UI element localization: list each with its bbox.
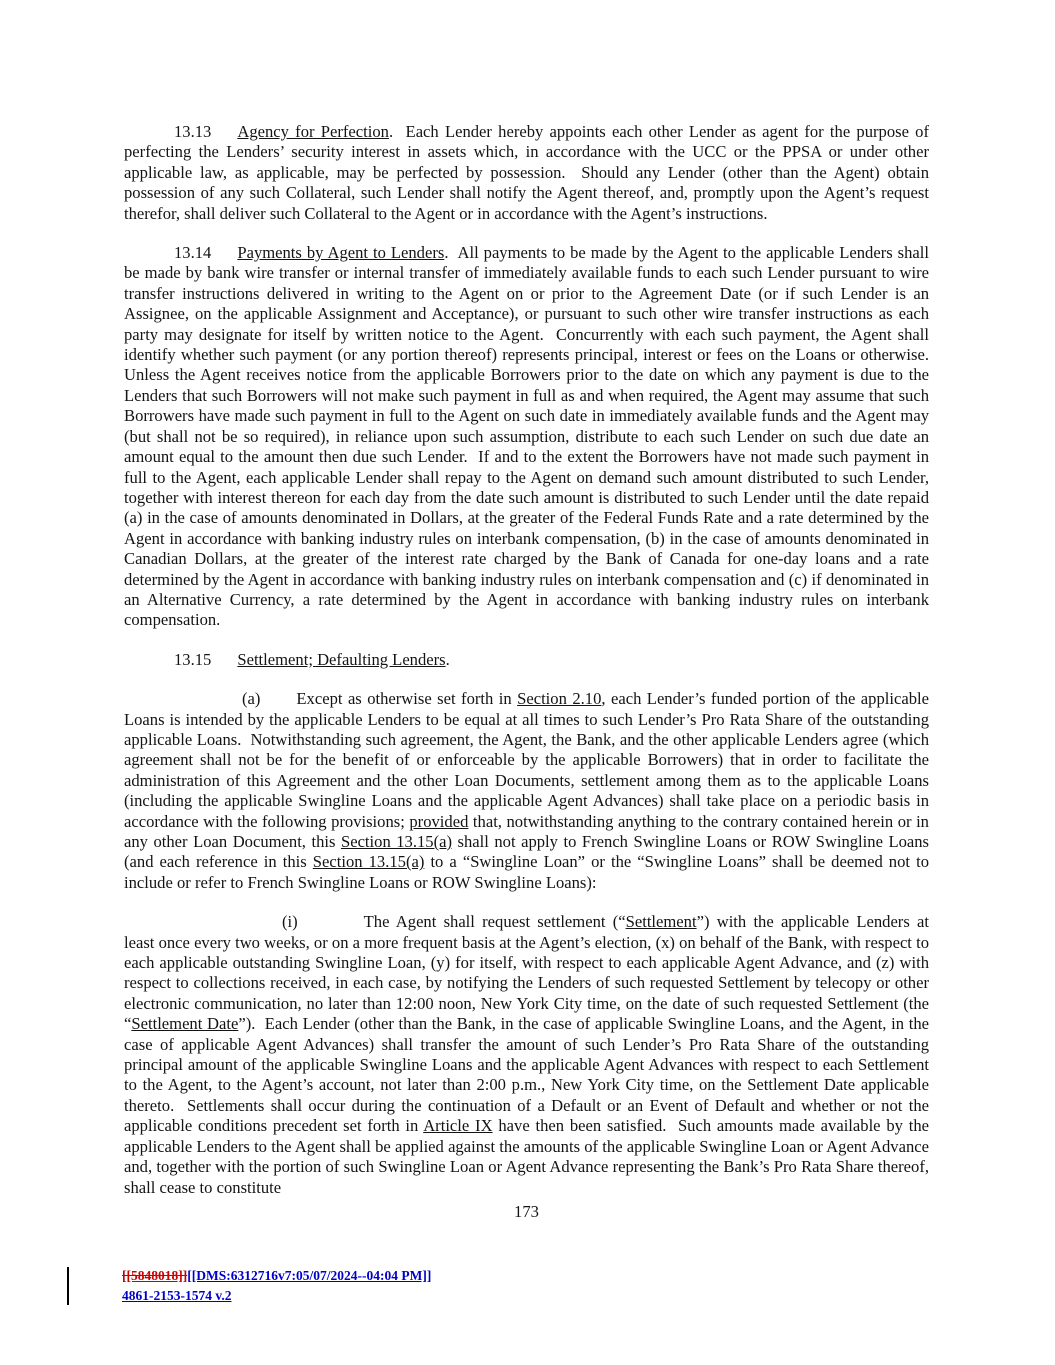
underlined-text-run: Settlement; Defaulting Lenders — [237, 649, 446, 669]
document-body — [124, 122, 938, 1198]
underlined-text-run: Settlement — [625, 912, 697, 932]
text-run: have then been satisfied. Such amounts made available by the applicable Lenders to the Agent shall be applied against the amounts of the applicable Swingline Loan or Agent Advance and, together with the portion of such Swingline Loan or Agent Advance representing the Bank’s Pro Rata Share thereof, shall cease to constitute — [124, 1116, 934, 1197]
underlined-text-run: Article IX — [423, 1116, 493, 1136]
footer-stamp — [122, 1266, 431, 1306]
underlined-text-run: Section 13.15(a) — [312, 852, 425, 872]
page-number: 173 — [514, 1202, 539, 1221]
paragraph-label: 13.15 — [174, 649, 212, 669]
paragraph-13-15-a-i — [124, 912, 934, 1198]
text-run: ”) with the applicable Lenders at least once every two weeks, or on a more frequent basis at the Agent’s election, (x) on behalf of the Bank, with respect to each applicable outstanding Swingline Loan, (y) for itself, with respect to each applicable Agent Advance, and (z) with respect to collections received, in each case, by notifying the Lenders of such requested Settlement by telecopy or other electronic communication, no later than 12:00 noon, New York City time, on the date of such requested Settlement (the “ — [124, 912, 934, 1034]
paragraph-13-14 — [124, 243, 938, 631]
text-run: Except as otherwise set forth in — [296, 689, 518, 709]
text-run: to a “Swingline Loan” or the “Swingline Loans” shall be deemed not to include or refer to French Swingline Loans or ROW Swingline Loans): — [124, 852, 934, 892]
text-run: ”). Each Lender (other than the Bank, in the case of applicable Swingline Loans, and the Agent, in the case of applicable Agent Advances) shall transfer the amount of such Lender’s Pro Rata Share of the outstanding principal amount of the applicable Swingline Loans and the applicable Agent Advances with respect to each Settlement to the Agent, to the Agent’s account, not later than 2:00 p.m., New York City time, on the Settlement Date applicable thereto. Settlements shall occur during the continuation of a Default or an Event of Default and whether or not the applicable conditions precedent set forth in — [124, 1014, 934, 1136]
paragraph-label: (i) — [282, 912, 298, 932]
text-run: The Agent shall request settlement (“ — [363, 912, 626, 932]
footer-line-1 — [122, 1266, 431, 1286]
paragraph-label: (a) — [242, 689, 261, 709]
footer-doc-id: 4861-2153-1574 v.2 — [122, 1288, 232, 1303]
paragraph-label: 13.13 — [174, 122, 212, 141]
text-run: that, notwithstanding anything to the contrary contained herein or in any other Loan Document, this — [124, 811, 934, 851]
paragraph-label: 13.14 — [174, 243, 212, 263]
underlined-text-run: Agency for Perfection — [237, 122, 389, 141]
underlined-text-run: Section 2.10 — [517, 689, 602, 709]
text-run: . Each Lender hereby appoints each other Lender as agent for the purpose of perfecting the Lenders’ security interest in assets which, in accordance with the UCC or the PPSA or under other applicable law, as applicable, may be perfected by possession. Should any Lender (other than the Agent) obtain possession of any such Collateral, such Lender shall notify the Agent thereof, and, promptly upon the Agent’s request therefor, shall deliver such Collateral to the Agent or in accordance with the Agent’s instructions. — [124, 122, 934, 223]
heading-13-15 — [124, 650, 929, 670]
paragraph-13-13 — [124, 122, 934, 224]
change-bar — [67, 1267, 69, 1305]
text-run: . All payments to be made by the Agent to the applicable Lenders shall be made by bank wire transfer or internal transfer of immediately available funds to each such Lender pursuant to wire transfer instructions delivered in writing to the Agent on or prior to the Agreement Date (or if such Lender is an Assignee, on the applicable Assignment and Acceptance), or pursuant to such other wire transfer instructions as each party may designate for itself by written notice to the Agent. Concurrently with each such payment, the Agent shall identify whether such payment (or any portion thereof) represents principal, interest or fees on the Loans or otherwise. Unless the Agent receives notice from the applicable Borrowers prior to the date on which any payment is due to the Lenders that such Borrowers will not make such payment in full as and when required, the Agent may assume that such Borrowers have made such payment in full to the Agent on such date in immediately available funds and the Agent may (but shall not be so required), in reliance upon such assumption, distribute to each such Lender on such due date an amount equal to the amount then due such Lender. If and to the extent the Borrowers have not made such payment in full to the Agent, each applicable Lender shall repay to the Agent on demand such amount distributed to such Lender, together with interest thereon for each day from the date such amount is distributed to such Lender until the date repaid (a) in the case of amounts denominated in Dollars, at the greater of the Federal Funds Rate and a rate determined by the Agent in accordance with banking industry rules on interbank compensation, (b) in the case of amounts denominated in Canadian Dollars, at the greater of the interest rate charged by the Bank of Canada for one-day loans and a rate determined by the Agent in accordance with banking industry rules on interbank compensation and (c) if denominated in an Alternative Currency, a rate determined by the Agent in accordance with banking industry rules on interbank compensation. — [124, 243, 938, 630]
footer-dms-stamp: [[DMS:6312716v7:05/07/2024--04:04 PM]] — [187, 1268, 432, 1283]
underlined-text-run: Section 13.15(a) — [340, 832, 453, 851]
underlined-text-run: Settlement Date — [131, 1014, 239, 1034]
paragraph-13-15-a — [124, 689, 934, 893]
text-run: . — [445, 649, 450, 669]
text-run: , each Lender’s funded portion of the applicable Loans is intended by the applicable Lenders to be equal at all times to such Lender’s Pro Rata Share of the outstanding applicable Loans. Notwithstanding such agreement, the Agent, the Bank, and the other applicable Lenders agree (which agreement shall not be for the benefit of or enforceable by the applicable Borrowers) that in order to facilitate the administration of this Agreement and the other Loan Documents, settlement among them as to the applicable Loans (including the applicable Swingline Loans and the applicable Agent Advances) shall take place on a periodic basis in accordance with the following provisions; — [124, 689, 934, 831]
underlined-text-run: Payments by Agent to Lenders — [237, 243, 445, 263]
footer-deleted-id: [[5848018]] — [122, 1268, 188, 1283]
text-run: shall not apply to French Swingline Loans or ROW Swingline Loans (and each reference in this — [124, 832, 934, 872]
underlined-text-run: provided — [409, 811, 469, 831]
